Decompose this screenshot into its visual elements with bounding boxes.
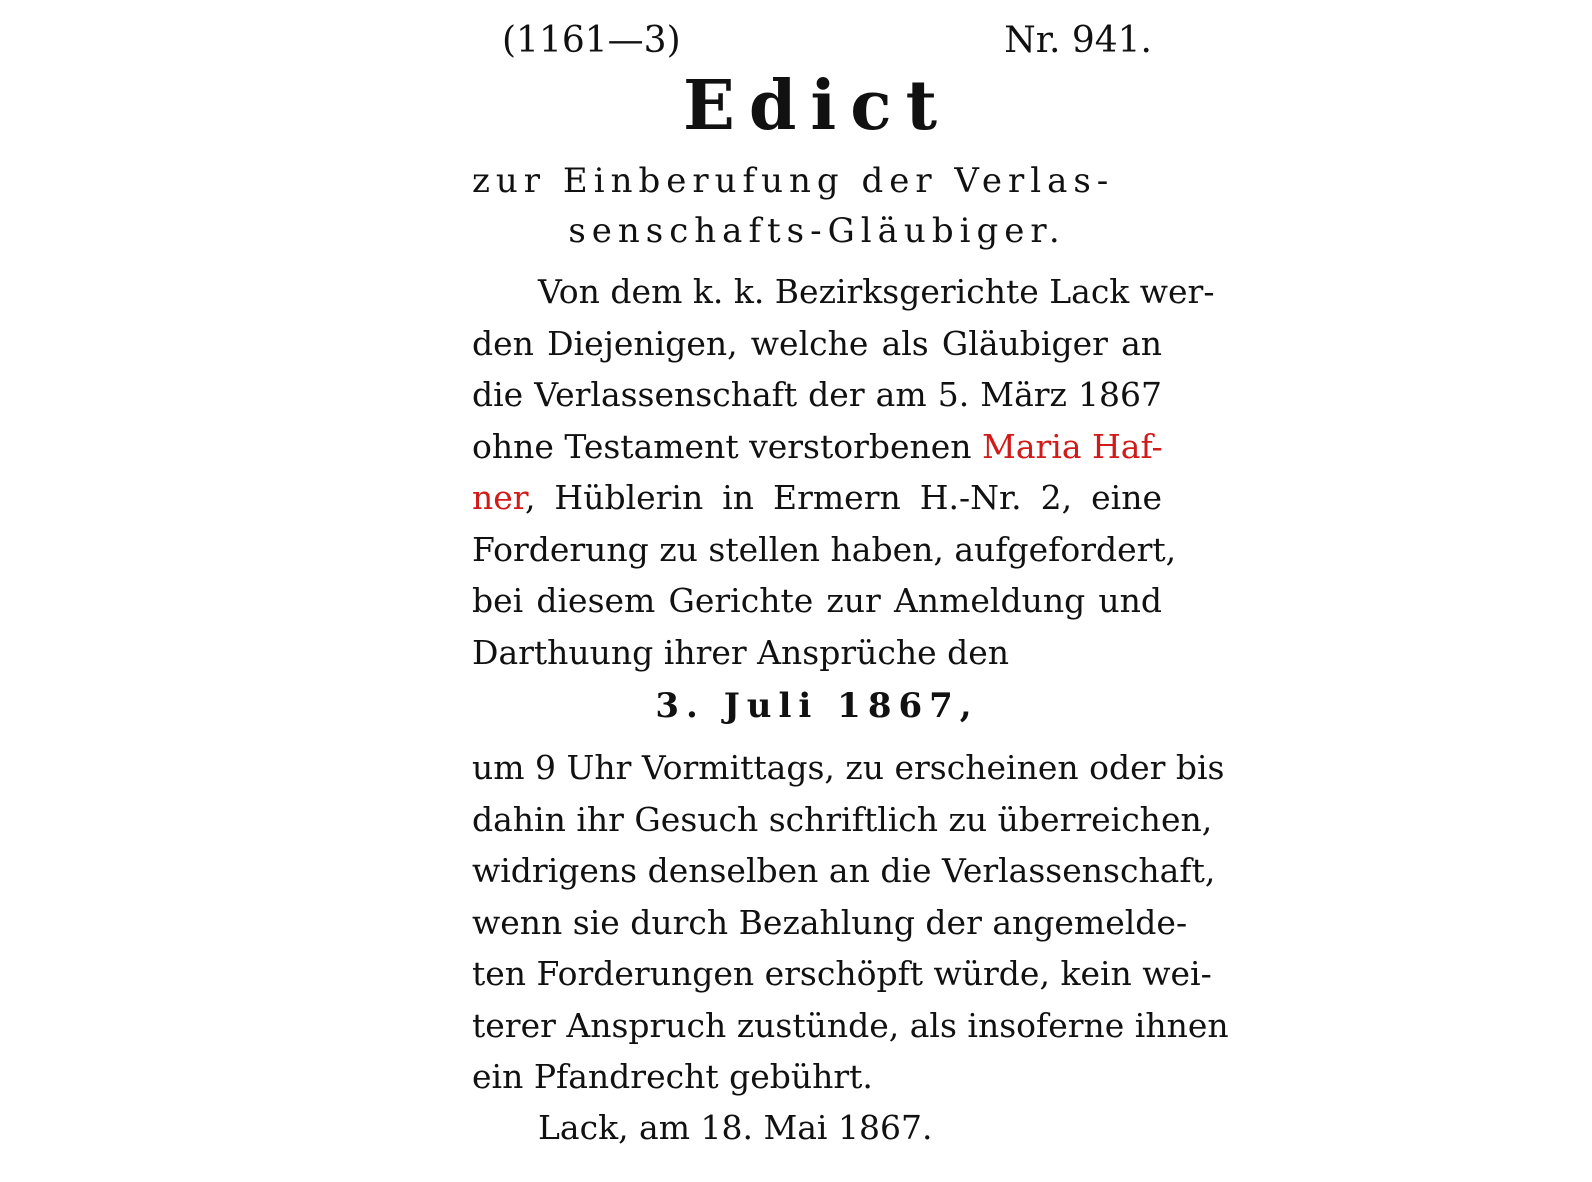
subtitle-line-1: zur Einberufung der Verlas-: [472, 161, 1115, 201]
body-line: ten Forderungen erschöpft würde, kein wei-: [472, 954, 1212, 993]
body-line: um 9 Uhr Vormittags, zu erscheinen oder bis: [472, 748, 1225, 787]
edict-column: [472, 0, 1229, 1182]
body-line: terer Anspruch zustünde, als insoferne ihnen: [472, 1005, 1229, 1045]
header-row: [492, 16, 1152, 66]
body-line: den Diejenigen, welche als Gläubiger an: [472, 323, 1162, 363]
reference-number: (1161—3): [502, 20, 681, 61]
subtitle: [472, 156, 1162, 256]
highlighted-name: ner: [472, 478, 525, 517]
body-line: [472, 472, 1162, 524]
body-line: Darthuung ihrer Ansprüche den: [472, 632, 1010, 672]
closing-place-date: Lack, am 18. Mai 1867.: [538, 1108, 933, 1147]
body-line: Forderung zu stellen haben, aufgefordert,: [472, 529, 1177, 569]
highlighted-name: Maria Haf-: [982, 426, 1163, 466]
body-line: die Verlassenschaft der am 5. März 1867: [472, 375, 1162, 414]
hearing-date: 3. Juli 1867,: [655, 686, 979, 726]
body-text: ohne Testament verstorbenen: [472, 426, 983, 466]
body-paragraph-1: [472, 266, 1215, 678]
body-line: [472, 421, 1162, 473]
body-text: , Hüblerin in Ermern H.-Nr. 2, eine: [524, 478, 1162, 517]
body-paragraph-2: [472, 742, 1229, 1103]
subtitle-line-2: senschafts-Gläubiger.: [568, 211, 1066, 251]
body-line: ein Pfandrecht gebührt.: [472, 1057, 873, 1096]
body-line: dahin ihr Gesuch schriftlich zu überreichen,: [472, 799, 1213, 839]
body-line: wenn sie durch Bezahlung der angemelde-: [472, 902, 1188, 942]
body-line: bei diesem Gerichte zur Anmeldung und: [472, 581, 1162, 620]
body-line: Von dem k. k. Bezirksgerichte Lack wer-: [538, 272, 1215, 311]
notice-number: Nr. 941.: [1004, 20, 1152, 61]
body-line: widrigens denselben an die Verlassenschaft,: [472, 851, 1216, 890]
page-title: Edict: [682, 66, 952, 146]
